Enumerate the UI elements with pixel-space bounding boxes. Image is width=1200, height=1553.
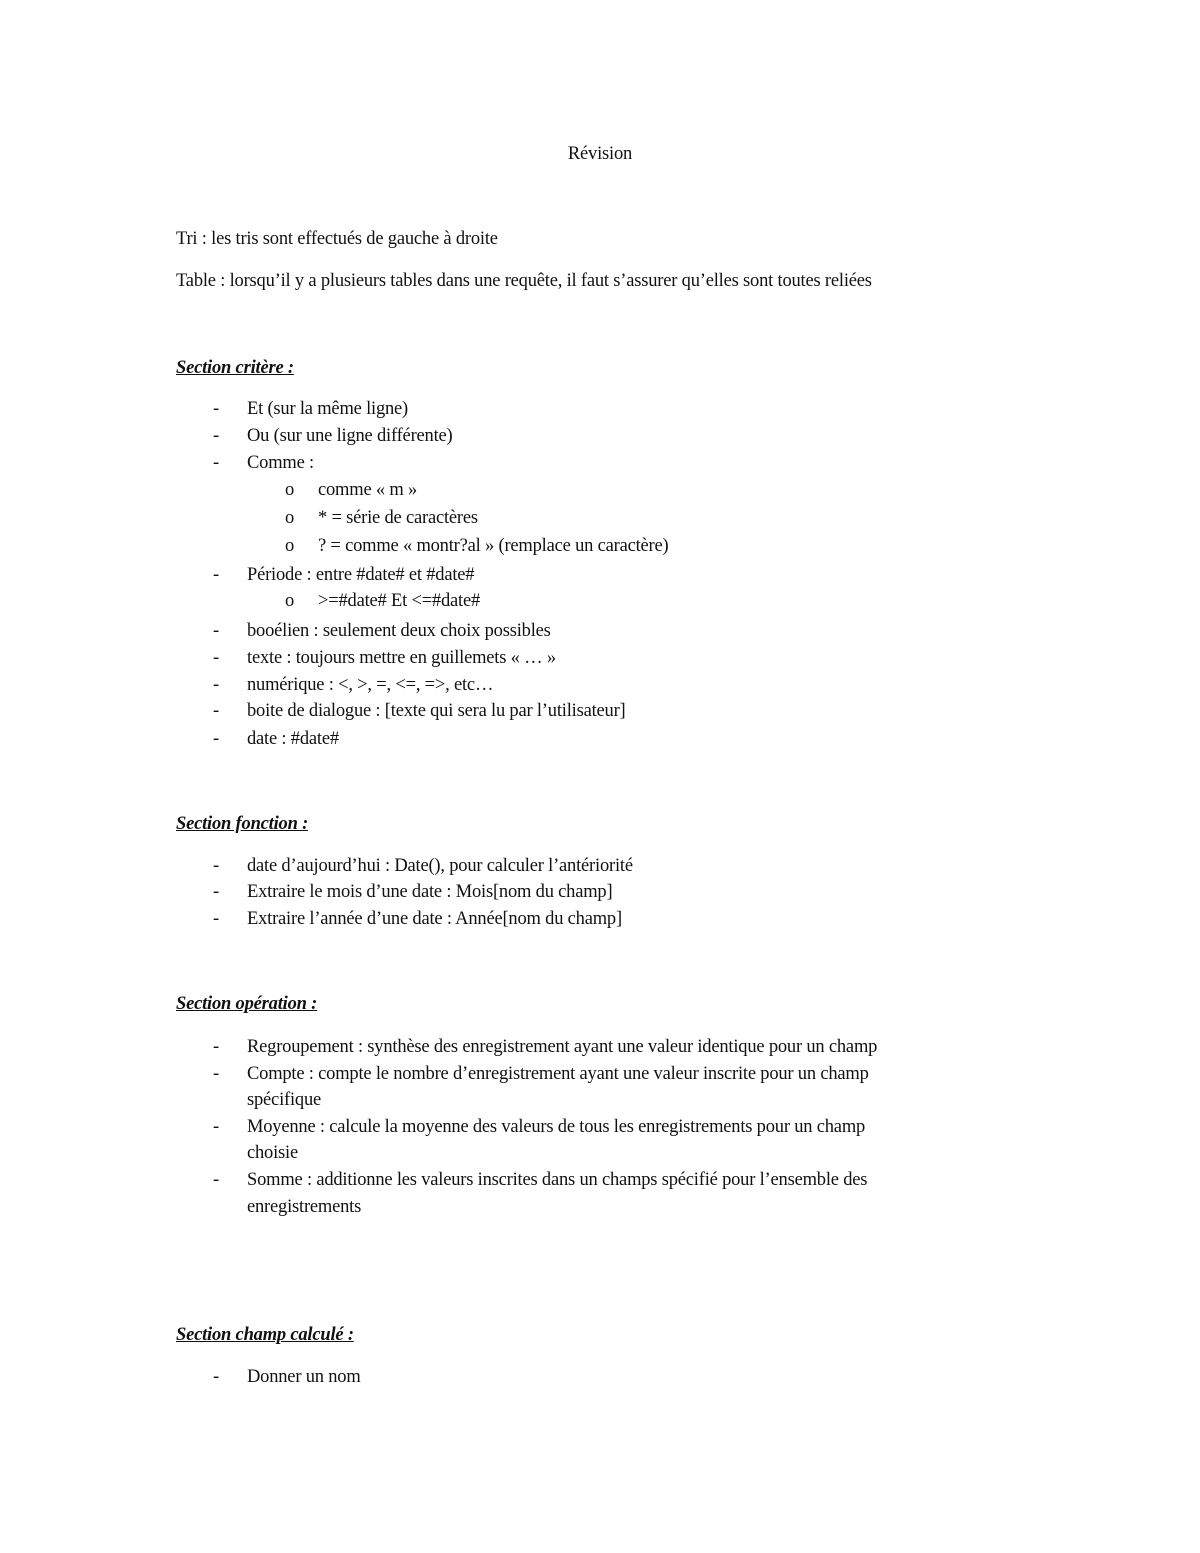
bullet-dash: -: [213, 675, 219, 695]
list-item: Somme : additionne les valeurs inscrites dans un champs spécifié pour l’ensemble des: [247, 1170, 868, 1190]
list-item: Moyenne : calcule la moyenne des valeurs de tous les enregistrements pour un champ: [247, 1117, 866, 1137]
section-heading-fonction: Section fonction :: [176, 814, 309, 834]
bullet-dash: -: [213, 399, 219, 419]
list-item: date : #date#: [247, 729, 339, 749]
bullet-dash: -: [213, 1170, 219, 1190]
sub-list-item: ? = comme « montr?al » (remplace un caractère): [318, 536, 669, 556]
list-item: Extraire le mois d’une date : Mois[nom du champ]: [247, 882, 613, 902]
bullet-dash: -: [213, 1037, 219, 1057]
sub-list-item: comme « m »: [318, 480, 418, 500]
intro-table: Table : lorsqu’il y a plusieurs tables dans une requête, il faut s’assurer qu’elles sont toutes reliées: [176, 271, 872, 291]
bullet-dash: -: [213, 426, 219, 446]
list-item-continuation: enregistrements: [247, 1197, 362, 1217]
bullet-circle: o: [285, 508, 295, 528]
bullet-dash: -: [213, 1117, 219, 1137]
list-item: numérique : <, >, =, <=, =>, etc…: [247, 675, 494, 695]
bullet-circle: o: [285, 591, 295, 611]
list-item: date d’aujourd’hui : Date(), pour calculer l’antériorité: [247, 856, 633, 876]
list-item: booélien : seulement deux choix possibles: [247, 621, 551, 641]
list-item: texte : toujours mettre en guillemets « … »: [247, 648, 556, 668]
list-item: Regroupement : synthèse des enregistrement ayant une valeur identique pour un champ: [247, 1037, 878, 1057]
section-heading-champ-calcule: Section champ calculé :: [176, 1325, 354, 1345]
sub-list-item: * = série de caractères: [318, 508, 478, 528]
list-item: Comme :: [247, 453, 314, 473]
list-item: Extraire l’année d’une date : Année[nom du champ]: [247, 909, 622, 929]
list-item-continuation: spécifique: [247, 1090, 322, 1110]
bullet-dash: -: [213, 1367, 219, 1387]
bullet-circle: o: [285, 480, 295, 500]
bullet-dash: -: [213, 621, 219, 641]
section-heading-operation: Section opération :: [176, 994, 318, 1014]
document-title: Révision: [567, 144, 633, 164]
list-item: Donner un nom: [247, 1367, 361, 1387]
bullet-dash: -: [213, 729, 219, 749]
list-item: Et (sur la même ligne): [247, 399, 409, 419]
bullet-dash: -: [213, 856, 219, 876]
list-item: Période : entre #date# et #date#: [247, 565, 475, 585]
bullet-dash: -: [213, 701, 219, 721]
sub-list-item: >=#date# Et <=#date#: [318, 591, 481, 611]
bullet-circle: o: [285, 536, 295, 556]
bullet-dash: -: [213, 453, 219, 473]
bullet-dash: -: [213, 882, 219, 902]
bullet-dash: -: [213, 565, 219, 585]
intro-tri: Tri : les tris sont effectués de gauche à droite: [176, 229, 498, 249]
list-item: Compte : compte le nombre d’enregistrement ayant une valeur inscrite pour un champ: [247, 1064, 869, 1084]
bullet-dash: -: [213, 909, 219, 929]
list-item: Ou (sur une ligne différente): [247, 426, 453, 446]
section-heading-critere: Section critère :: [176, 358, 294, 378]
bullet-dash: -: [213, 1064, 219, 1084]
bullet-dash: -: [213, 648, 219, 668]
list-item: boite de dialogue : [texte qui sera lu par l’utilisateur]: [247, 701, 626, 721]
list-item-continuation: choisie: [247, 1143, 299, 1163]
